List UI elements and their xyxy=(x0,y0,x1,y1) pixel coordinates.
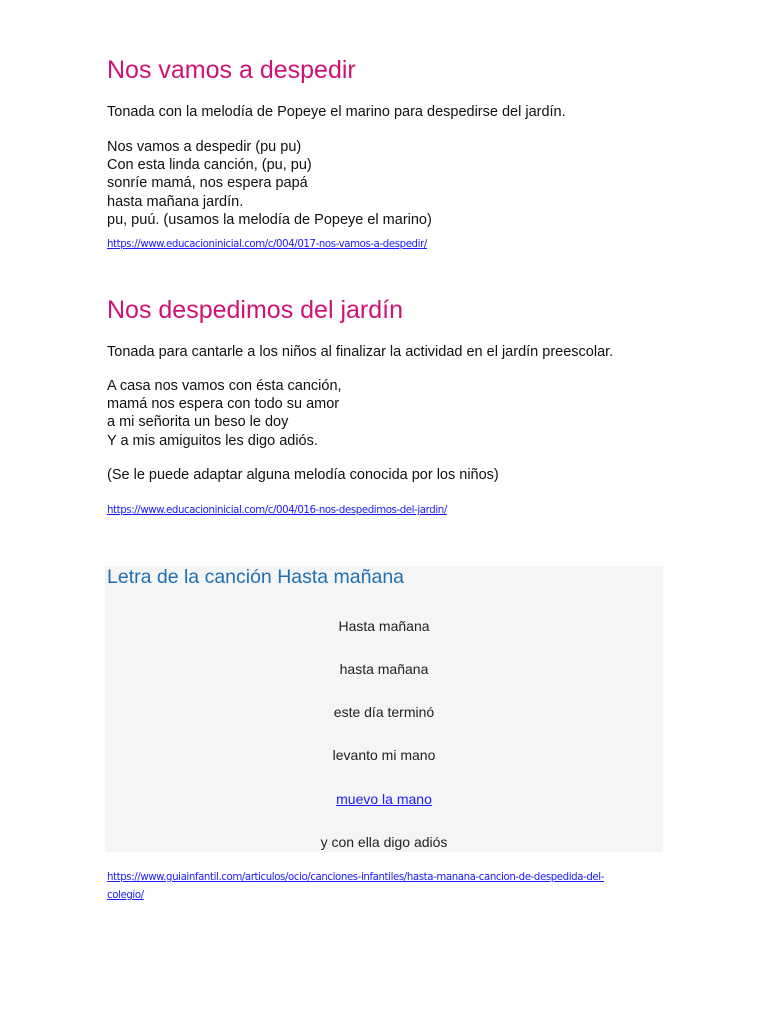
lyric-line: Hasta mañana xyxy=(338,618,430,634)
source-link[interactable]: https://www.educacioninicial.com/c/004/016-nos-despedimos-del-jardin/ xyxy=(107,505,447,516)
lyric-line: hasta mañana xyxy=(339,661,429,677)
verse-line: hasta mañana jardín. xyxy=(107,193,244,210)
melody-note: (Se le puede adaptar alguna melodía conocida por los niños) xyxy=(107,467,499,483)
verse-line: Y a mis amiguitos les digo adiós. xyxy=(107,432,318,449)
verse-line: Nos vamos a despedir (pu pu) xyxy=(107,139,302,155)
verse-line: Con esta linda canción, (pu, pu) xyxy=(107,157,312,174)
section-intro: Tonada con la melodía de Popeye el marino para despedirse del jardín. xyxy=(107,104,566,120)
lyric-line: levanto mi mano xyxy=(332,747,436,763)
lyrics-title: Letra de la canción Hasta mañana xyxy=(107,566,405,588)
verse-line: pu, puú. (usamos la melodía de Popeye el marino) xyxy=(107,211,432,228)
verse-line: mamá nos espera con todo su amor xyxy=(107,396,340,413)
lyrics-box xyxy=(105,566,663,852)
verse-line: sonríe mamá, nos espera papá xyxy=(107,175,308,192)
source-link[interactable]: https://www.educacioninicial.com/c/004/017-nos-vamos-a-despedir/ xyxy=(107,239,427,250)
section-title-nos-despedimos: Nos despedimos del jardín xyxy=(107,296,403,324)
verse-line: a mi señorita un beso le doy xyxy=(107,414,289,431)
verses-list xyxy=(107,138,432,229)
verse-line: A casa nos vamos con ésta canción, xyxy=(107,378,342,394)
verses-list xyxy=(107,377,342,450)
lyric-line: y con ella digo adiós xyxy=(320,834,448,850)
lyric-link[interactable]: muevo la mano xyxy=(336,791,432,807)
lyric-line: este día terminó xyxy=(333,704,435,720)
section-intro: Tonada para cantarle a los niños al finalizar la actividad en el jardín preescolar. xyxy=(107,344,614,360)
section-title-nos-vamos: Nos vamos a despedir xyxy=(107,56,356,84)
source-link[interactable]: https://www.guiainfantil.com/articulos/ocio/canciones-infantiles/hasta-manana-cancion-de-despedida-del-colegio/ xyxy=(107,872,604,901)
